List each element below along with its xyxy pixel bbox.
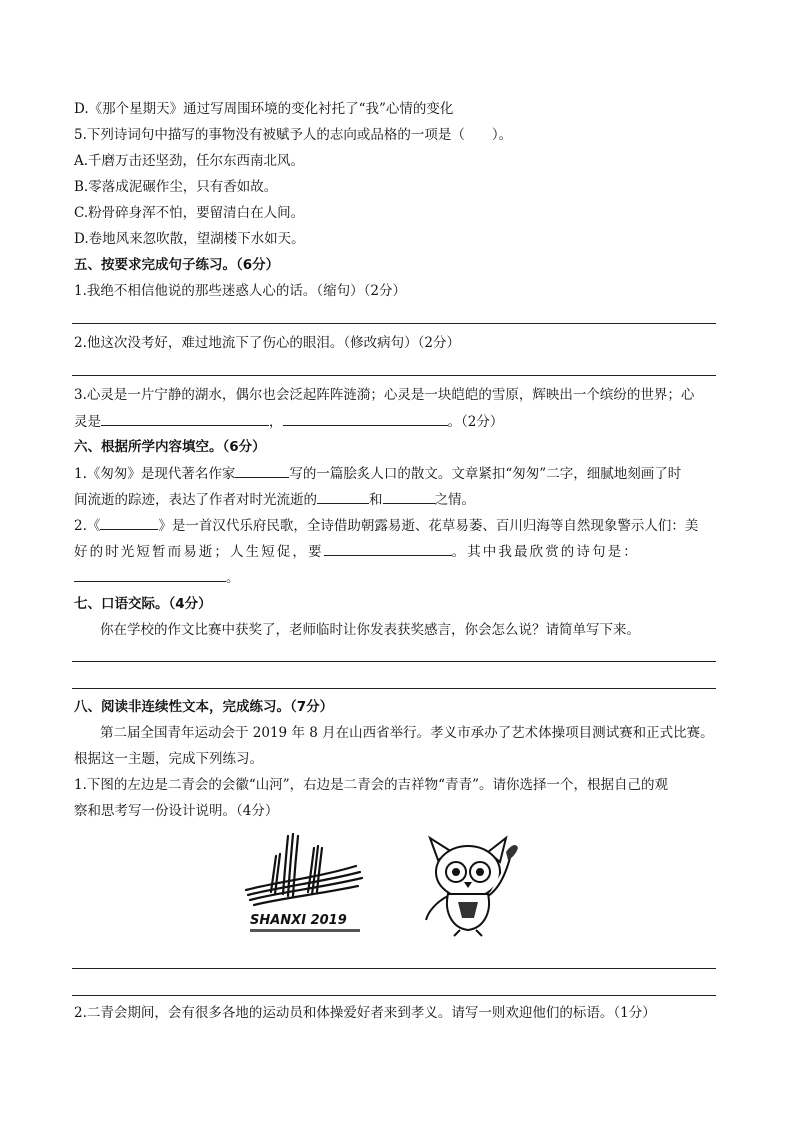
- blank-sec5-q3-b[interactable]: [283, 411, 448, 426]
- answer-line-sec7-1[interactable]: [72, 661, 716, 662]
- q5-stem: 5.下列诗词句中描写的事物没有被赋予人的志向或品格的一项是（ ）。: [74, 127, 513, 143]
- answer-line-sec5-q1[interactable]: [72, 323, 716, 324]
- sec6-q1-text-c: 间流逝的踪迹，表达了作者对时光流逝的: [74, 492, 317, 508]
- sec5-q3-end: 。（2分）: [447, 414, 504, 430]
- sec6-q1-text-e: 之情。: [434, 492, 475, 508]
- answer-line-sec7-2[interactable]: [72, 688, 716, 689]
- sec6-q2-text-a: 2.《: [74, 518, 101, 534]
- sec5-q3-line1: 3.心灵是一片宁静的湖水，偶尔也会泛起阵阵涟漪；心灵是一块皑皑的雪原，辉映出一个缤纷的世界；心: [74, 387, 695, 403]
- sec8-q2: 2.二青会期间，会有很多各地的运动员和体操爱好者来到孝义。请写一则欢迎他们的标语。（1分）: [74, 1005, 656, 1021]
- answer-line-sec8-q1-1[interactable]: [72, 968, 716, 969]
- mascot-qingqing: [418, 832, 522, 938]
- sec6-q2-text-c: 好的时光短暂而易逝；人生短促，要: [74, 544, 324, 560]
- blank-author[interactable]: [235, 463, 289, 478]
- q4-option-d: D.《那个星期天》通过写周围环境的变化衬托了“我”心情的变化: [74, 101, 454, 117]
- sec5-q2: 2.他这次没考好，难过地流下了伤心的眼泪。（修改病句）（2分）: [74, 335, 460, 351]
- emblem-text: SHANXI 2019: [250, 913, 347, 928]
- blank-feeling-2[interactable]: [383, 489, 435, 504]
- sec6-q2-line3: [74, 567, 240, 588]
- answer-line-sec5-q2[interactable]: [72, 375, 716, 376]
- sec6-q1-text-d: 和: [369, 492, 383, 508]
- sec5-q1: 1.我绝不相信他说的那些迷惑人心的话。（缩句）（2分）: [74, 283, 406, 299]
- blank-advice[interactable]: [324, 541, 452, 556]
- sec8-q1-line1: 1.下图的左边是二青会的会徽“山河”，右边是二青会的吉祥物“青青”。请你选择一个，根据自己的观: [74, 777, 668, 793]
- section-6-title: 六、根据所学内容填空。（6分）: [74, 439, 266, 455]
- section-8-title: 八、阅读非连续性文本，完成练习。（7分）: [74, 699, 334, 715]
- sec6-q2-line2: [74, 541, 639, 562]
- sec8-intro-line1: 第二届全国青年运动会于 2019 年 8 月在山西省举行。孝义市承办了艺术体操项目测试赛和正式比赛。: [100, 725, 714, 741]
- q5-option-a: A.千磨万击还坚劲，任尔东西南北风。: [74, 153, 305, 169]
- sec6-q2-line1: [74, 515, 698, 536]
- q5-option-d: D.卷地风来忽吹散，望湖楼下水如天。: [74, 231, 305, 247]
- sec6-q2-text-d: 。其中我最欣赏的诗句是：: [451, 544, 639, 560]
- sec6-q1-text-b: 写的一篇脍炙人口的散文。文章紧扣“匆匆”二字，细腻地刻画了时: [289, 466, 682, 482]
- mascot-graphic: [418, 832, 522, 938]
- sec8-q1-line2: 察和思考写一份设计说明。（4分）: [74, 803, 279, 819]
- sec5-q3-mid: ，: [269, 414, 283, 430]
- q5-option-b: B.零落成泥碾作尘，只有香如故。: [74, 179, 278, 195]
- blank-sec5-q3-a[interactable]: [101, 411, 269, 426]
- sec7-prompt: 你在学校的作文比赛中获奖了，老师临时让你发表获奖感言，你会怎么说？请简单写下来。: [100, 622, 640, 638]
- blank-feeling-1[interactable]: [317, 489, 369, 504]
- answer-line-sec8-q1-2[interactable]: [72, 995, 716, 996]
- q5-option-c: C.粉骨碎身浑不怕，要留清白在人间。: [74, 205, 305, 221]
- sec6-q1-text-a: 1.《匆匆》是现代著名作家: [74, 466, 236, 482]
- emblem-graphic: [236, 826, 376, 938]
- blank-favorite-line[interactable]: [74, 567, 226, 582]
- sec5-q3-pre: 灵是: [74, 414, 101, 430]
- sec6-q2-text-b: 》是一首汉代乐府民歌，全诗借助朝露易逝、花草易萎、百川归海等自然现象警示人们：美: [158, 518, 699, 534]
- blank-poem-title[interactable]: [100, 515, 158, 530]
- sec5-q3-line2: [74, 411, 503, 432]
- emblem-shanhe: [236, 826, 376, 938]
- section-7-title: 七、口语交际。（4分）: [74, 596, 212, 612]
- sec6-q2-text-e: 。: [226, 570, 240, 586]
- sec8-intro-line2: 根据这一主题，完成下列练习。: [74, 751, 263, 767]
- sec6-q1-line1: [74, 463, 681, 484]
- section-5-title: 五、按要求完成句子练习。（6分）: [74, 257, 280, 273]
- sec6-q1-line2: [74, 489, 475, 510]
